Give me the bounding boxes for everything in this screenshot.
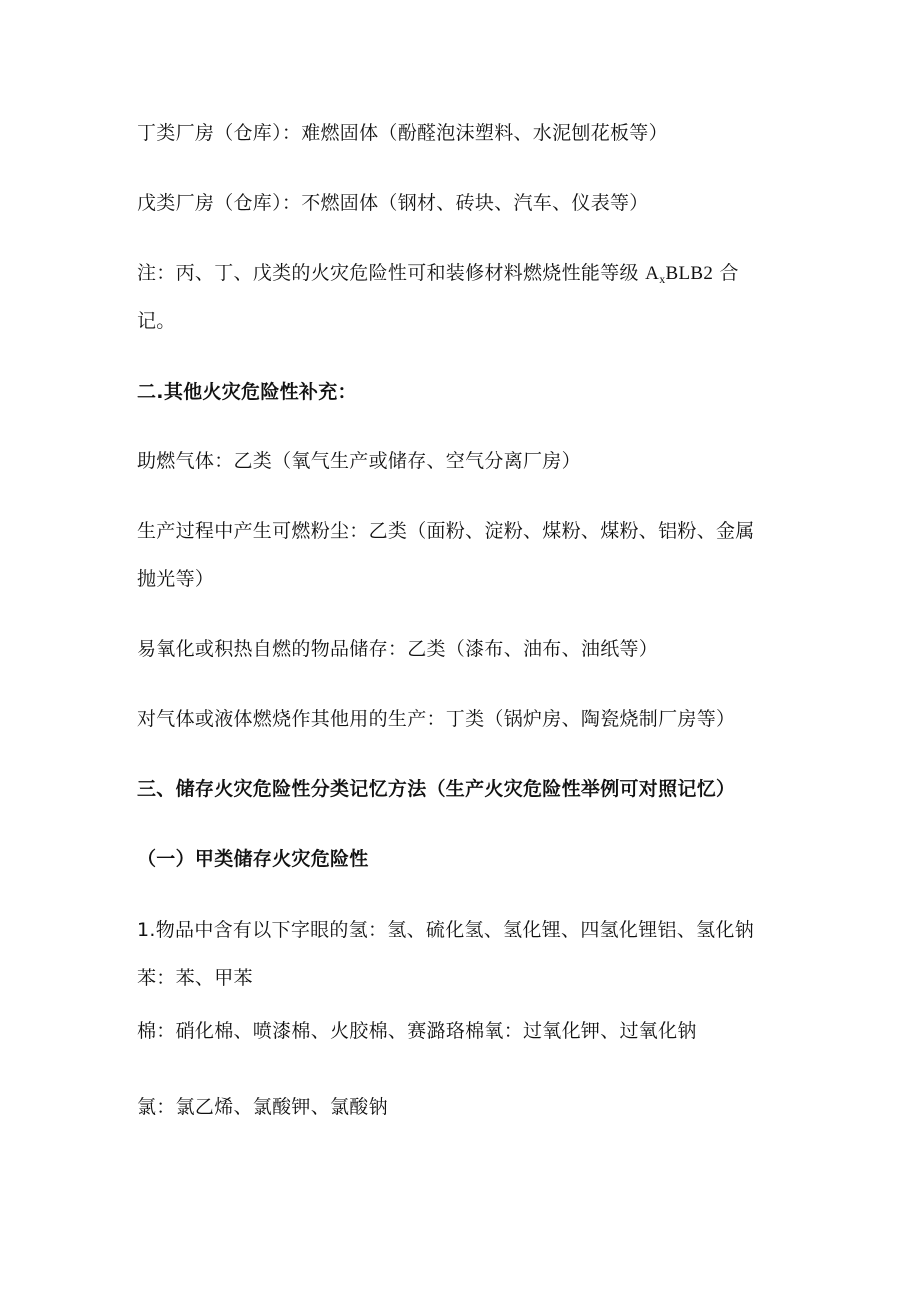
section-heading-3: 三、储存火灾危险性分类记忆方法（生产火灾危险性举例可对照记忆） — [137, 778, 736, 800]
list-item-chlorine: 氯：氯乙烯、氯酸钾、氯酸钠 — [137, 1096, 388, 1118]
paragraph-supporting-gas: 助燃气体：乙类（氧气生产或储存、空气分离厂房） — [137, 450, 581, 472]
paragraph-note — [137, 261, 739, 291]
note-text-end: 合 — [719, 262, 739, 284]
list-item-cotton: 棉：硝化棉、喷漆棉、火胶棉、赛潞珞棉氧：过氧化钾、过氧化钠 — [137, 1020, 697, 1042]
section-heading-2: 二.其他火灾危险性补充： — [137, 381, 357, 403]
paragraph-combustible-dust: 生产过程中产生可燃粉尘：乙类（面粉、淀粉、煤粉、煤粉、铝粉、金属 — [137, 520, 755, 542]
paragraph-wu-class: 戊类厂房（仓库）：不燃固体（钢材、砖块、汽车、仪表等） — [137, 192, 649, 214]
paragraph-ding-class: 丁类厂房（仓库）：难燃固体（酚醛泡沫塑料、水泥刨花板等） — [137, 122, 668, 144]
paragraph-self-ignition: 易氧化或积热自燃的物品储存：乙类（漆布、油布、油纸等） — [137, 638, 659, 660]
list-item-benzene: 苯：苯、甲苯 — [137, 967, 253, 989]
grade-blb2: BLB2 — [665, 263, 714, 284]
list-item-1: 1.物品中含有以下字眼的氢：氢、硫化氢、氢化锂、四氢化锂铝、氢化钠 — [137, 919, 755, 941]
paragraph-note-continued: 记。 — [137, 310, 176, 332]
paragraph-combustible-dust-continued: 抛光等） — [137, 568, 215, 590]
grade-letter-a: A — [645, 263, 660, 284]
grade-subscript-x: x — [659, 272, 666, 286]
subsection-heading-1: （一）甲类储存火灾危险性 — [137, 848, 369, 870]
note-text: 注：丙、丁、戊类的火灾危险性可和装修材料燃烧性能等级 — [137, 262, 639, 284]
paragraph-gas-liquid-combustion: 对气体或液体燃烧作其他用的生产：丁类（锅炉房、陶瓷烧制厂房等） — [137, 708, 736, 730]
